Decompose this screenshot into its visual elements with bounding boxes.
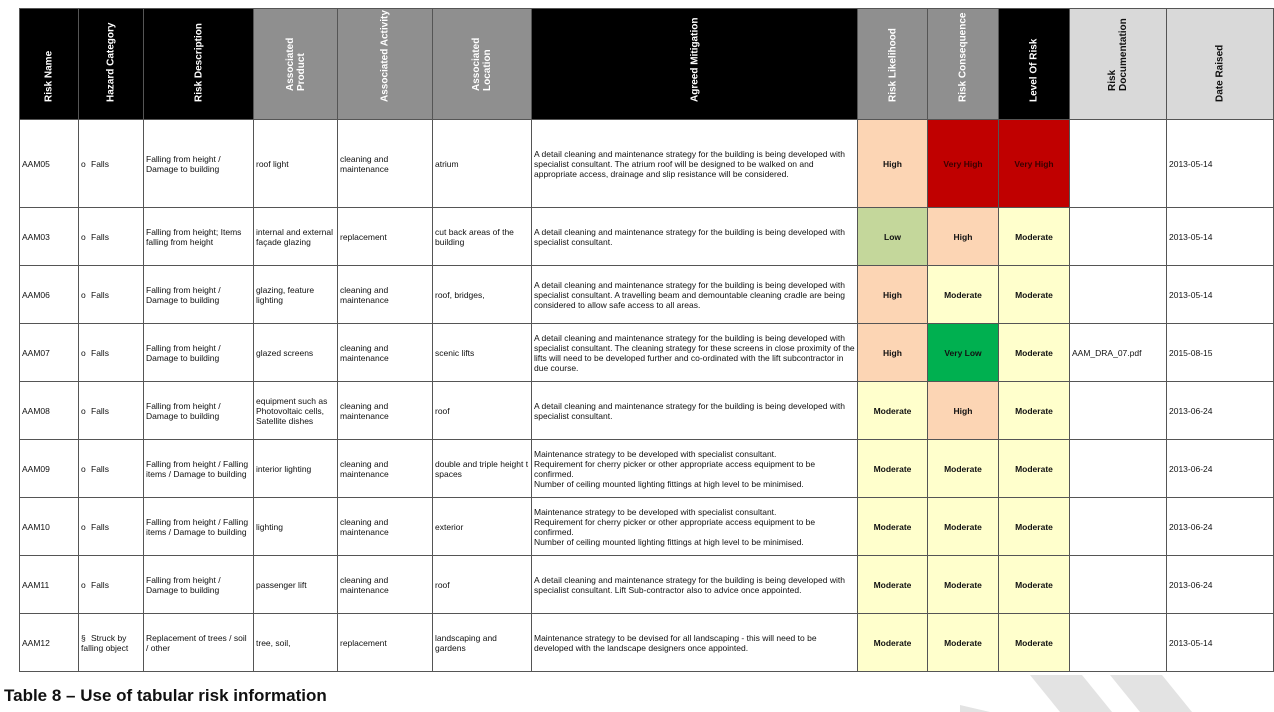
bullet-marker: o (81, 521, 86, 532)
risk-documentation-cell (1070, 120, 1167, 208)
risk-description-cell: Falling from height; Items falling from height (144, 208, 254, 266)
associated-location-cell: double and triple height t spaces (433, 440, 532, 498)
agreed-mitigation-cell: Maintenance strategy to be devised for all landscaping - this will need to be developed with the landscape designers once appointed. (532, 614, 858, 672)
associated-product-cell: passenger lift (254, 556, 338, 614)
risk-name-cell: AAM06 (20, 266, 79, 324)
bullet-marker: o (81, 579, 86, 590)
risk-consequence-cell: Very Low (928, 324, 999, 382)
agreed-mitigation-cell: A detail cleaning and maintenance strategy for the building is being developed with specialist consultant. The cleaning strategy for these screens in close proximity of the lifts will need to be developed further and co-ordinated with the lift subcontractor in due course. (532, 324, 858, 382)
level-of-risk-cell: Moderate (999, 266, 1070, 324)
associated-product-cell: interior lighting (254, 440, 338, 498)
level-of-risk-cell: Moderate (999, 614, 1070, 672)
risk-consequence-cell: Moderate (928, 498, 999, 556)
hazard-category-cell (79, 266, 144, 324)
risk-name-cell: AAM11 (20, 556, 79, 614)
agreed-mitigation-cell: Maintenance strategy to be developed with specialist consultant. Requirement for cherry picker or other appropriate access equipment to be confirmed. Number of ceiling mounted lighting fittings at high level to be minimised. (532, 498, 858, 556)
column-header-label: Hazard Category (105, 22, 117, 102)
associated-location-cell: roof (433, 556, 532, 614)
column-header[interactable] (144, 9, 254, 120)
hazard-category-text: Falls (91, 347, 109, 358)
associated-activity-cell: replacement (338, 614, 433, 672)
risk-description-cell: Falling from height / Damage to building (144, 382, 254, 440)
risk-documentation-cell (1070, 498, 1167, 556)
column-header-label: Risk Consequence (957, 12, 969, 102)
risk-description-cell: Replacement of trees / soil / other (144, 614, 254, 672)
associated-activity-cell: cleaning and maintenance (338, 266, 433, 324)
level-of-risk-cell: Moderate (999, 556, 1070, 614)
risk-name-cell: AAM10 (20, 498, 79, 556)
date-raised-cell: 2013-06-24 (1167, 556, 1274, 614)
level-of-risk-cell: Very High (999, 120, 1070, 208)
risk-documentation-cell (1070, 208, 1167, 266)
associated-product-cell: glazing, feature lighting (254, 266, 338, 324)
level-of-risk-cell: Moderate (999, 382, 1070, 440)
level-of-risk-cell: Moderate (999, 440, 1070, 498)
risk-likelihood-cell: Moderate (858, 614, 928, 672)
risk-consequence-cell: Very High (928, 120, 999, 208)
associated-location-cell: exterior (433, 498, 532, 556)
risk-documentation-cell (1070, 556, 1167, 614)
risk-documentation-cell (1070, 382, 1167, 440)
column-header-label: Risk Likelihood (887, 28, 898, 102)
table-row[interactable] (20, 382, 1274, 440)
column-header[interactable] (1070, 9, 1167, 120)
column-header[interactable] (999, 9, 1070, 120)
column-header-label: Agreed Mitigation (689, 17, 700, 102)
risk-documentation-cell (1070, 266, 1167, 324)
column-header[interactable] (532, 9, 858, 120)
date-raised-cell: 2013-05-14 (1167, 614, 1274, 672)
hazard-category-cell (79, 556, 144, 614)
header-row (20, 9, 1274, 120)
risk-consequence-cell: Moderate (928, 266, 999, 324)
hazard-category-cell (79, 440, 144, 498)
associated-activity-cell: cleaning and maintenance (338, 120, 433, 208)
table-row[interactable] (20, 614, 1274, 672)
risk-description-cell: Falling from height / Damage to building (144, 266, 254, 324)
date-raised-cell: 2013-06-24 (1167, 382, 1274, 440)
risk-consequence-cell: Moderate (928, 556, 999, 614)
level-of-risk-cell: Moderate (999, 324, 1070, 382)
table-row[interactable] (20, 556, 1274, 614)
risk-consequence-cell: Moderate (928, 440, 999, 498)
associated-activity-cell: cleaning and maintenance (338, 440, 433, 498)
column-header[interactable] (928, 9, 999, 120)
associated-location-cell: cut back areas of the building (433, 208, 532, 266)
risk-documentation-cell (1070, 440, 1167, 498)
column-header[interactable] (433, 9, 532, 120)
risk-documentation-cell: AAM_DRA_07.pdf (1070, 324, 1167, 382)
hazard-category-cell (79, 120, 144, 208)
agreed-mitigation-cell: A detail cleaning and maintenance strategy for the building is being developed with specialist consultant. The atrium roof will be designed to be walked on and appropriate access, drainage and slip resistance will be considered. (532, 120, 858, 208)
table-row[interactable] (20, 266, 1274, 324)
risk-documentation-cell (1070, 614, 1167, 672)
associated-location-cell: roof, bridges, (433, 266, 532, 324)
table-row[interactable] (20, 440, 1274, 498)
date-raised-cell: 2013-05-14 (1167, 120, 1274, 208)
column-header-label: Risk Documentation (1107, 18, 1129, 91)
hazard-category-cell (79, 614, 144, 672)
table-caption: Table 8 – Use of tabular risk information (4, 686, 327, 705)
associated-location-cell: roof (433, 382, 532, 440)
risk-likelihood-cell: Moderate (858, 382, 928, 440)
bullet-marker: o (81, 405, 86, 416)
hazard-category-text: Falls (91, 463, 109, 474)
agreed-mitigation-cell: Maintenance strategy to be developed with specialist consultant. Requirement for cherry picker or other appropriate access equipment to be confirmed. Number of ceiling mounted lighting fittings at high level to be minimised. (532, 440, 858, 498)
associated-product-cell: internal and external façade glazing (254, 208, 338, 266)
associated-activity-cell: cleaning and maintenance (338, 498, 433, 556)
risk-name-cell: AAM08 (20, 382, 79, 440)
hazard-category-text: Falls (91, 158, 109, 169)
risk-description-cell: Falling from height / Falling items / Damage to building (144, 498, 254, 556)
risk-likelihood-cell: High (858, 266, 928, 324)
column-header-label: Associated Activity (379, 10, 391, 102)
hazard-category-text: Falls (91, 289, 109, 300)
table-row[interactable] (20, 208, 1274, 266)
bullet-marker: § (81, 632, 86, 643)
risk-likelihood-cell: High (858, 324, 928, 382)
column-header[interactable] (20, 9, 79, 120)
associated-activity-cell: replacement (338, 208, 433, 266)
associated-activity-cell: cleaning and maintenance (338, 382, 433, 440)
risk-name-cell: AAM07 (20, 324, 79, 382)
column-header-label: Associated Product (284, 37, 307, 91)
hazard-category-cell (79, 498, 144, 556)
hazard-category-text: Struck by falling object (81, 632, 129, 653)
risk-name-cell: AAM05 (20, 120, 79, 208)
risk-description-cell: Falling from height / Damage to building (144, 324, 254, 382)
risk-name-cell: AAM12 (20, 614, 79, 672)
risk-likelihood-cell: Low (858, 208, 928, 266)
associated-location-cell: landscaping and gardens (433, 614, 532, 672)
risk-name-cell: AAM09 (20, 440, 79, 498)
hazard-category-text: Falls (91, 231, 109, 242)
column-header[interactable] (254, 9, 338, 120)
risk-description-cell: Falling from height / Falling items / Damage to building (144, 440, 254, 498)
hazard-category-text: Falls (91, 579, 109, 590)
bullet-marker: o (81, 289, 86, 300)
column-header[interactable] (858, 9, 928, 120)
agreed-mitigation-cell: A detail cleaning and maintenance strategy for the building is being developed with specialist consultant. (532, 208, 858, 266)
risk-description-cell: Falling from height / Damage to building (144, 120, 254, 208)
table-body (20, 120, 1274, 672)
date-raised-cell: 2013-06-24 (1167, 498, 1274, 556)
associated-activity-cell: cleaning and maintenance (338, 556, 433, 614)
bullet-marker: o (81, 231, 86, 242)
column-header-label: Level Of Risk (1028, 38, 1040, 102)
table-row[interactable] (20, 324, 1274, 382)
agreed-mitigation-cell: A detail cleaning and maintenance strategy for the building is being developed with specialist consultant. Lift Sub-contractor also to advice once appointed. (532, 556, 858, 614)
date-raised-cell: 2013-05-14 (1167, 266, 1274, 324)
risk-register-table (19, 8, 1274, 672)
risk-likelihood-cell: Moderate (858, 498, 928, 556)
column-header[interactable] (1167, 9, 1274, 120)
level-of-risk-cell: Moderate (999, 498, 1070, 556)
associated-product-cell: lighting (254, 498, 338, 556)
hazard-category-cell (79, 208, 144, 266)
risk-description-cell: Falling from height / Damage to building (144, 556, 254, 614)
associated-product-cell: glazed screens (254, 324, 338, 382)
associated-product-cell: roof light (254, 120, 338, 208)
risk-consequence-cell: Moderate (928, 614, 999, 672)
date-raised-cell: 2013-05-14 (1167, 208, 1274, 266)
agreed-mitigation-cell: A detail cleaning and maintenance strategy for the building is being developed with specialist consultant. (532, 382, 858, 440)
date-raised-cell: 2013-06-24 (1167, 440, 1274, 498)
risk-consequence-cell: High (928, 208, 999, 266)
bullet-marker: o (81, 347, 86, 358)
associated-location-cell: atrium (433, 120, 532, 208)
associated-product-cell: tree, soil, (254, 614, 338, 672)
bullet-marker: o (81, 463, 86, 474)
table-row[interactable] (20, 120, 1274, 208)
level-of-risk-cell: Moderate (999, 208, 1070, 266)
date-raised-cell: 2015-08-15 (1167, 324, 1274, 382)
column-header-label: Associated Location (471, 37, 493, 91)
column-header-label: Risk Description (193, 23, 204, 102)
hazard-category-text: Falls (91, 521, 109, 532)
column-header[interactable] (79, 9, 144, 120)
column-header-label: Date Raised (1214, 44, 1226, 102)
associated-product-cell: equipment such as Photovoltaic cells, Satellite dishes (254, 382, 338, 440)
hazard-category-cell (79, 324, 144, 382)
hazard-category-text: Falls (91, 405, 109, 416)
associated-location-cell: scenic lifts (433, 324, 532, 382)
column-header-label: Risk Name (43, 50, 55, 102)
hazard-category-cell (79, 382, 144, 440)
risk-name-cell: AAM03 (20, 208, 79, 266)
risk-consequence-cell: High (928, 382, 999, 440)
risk-likelihood-cell: High (858, 120, 928, 208)
risk-likelihood-cell: Moderate (858, 556, 928, 614)
risk-likelihood-cell: Moderate (858, 440, 928, 498)
bullet-marker: o (81, 158, 86, 169)
table-row[interactable] (20, 498, 1274, 556)
associated-activity-cell: cleaning and maintenance (338, 324, 433, 382)
column-header[interactable] (338, 9, 433, 120)
agreed-mitigation-cell: A detail cleaning and maintenance strategy for the building is being developed with specialist consultant. A travelling beam and demountable cleaning cradle are being considered to allow safe access to all areas. (532, 266, 858, 324)
